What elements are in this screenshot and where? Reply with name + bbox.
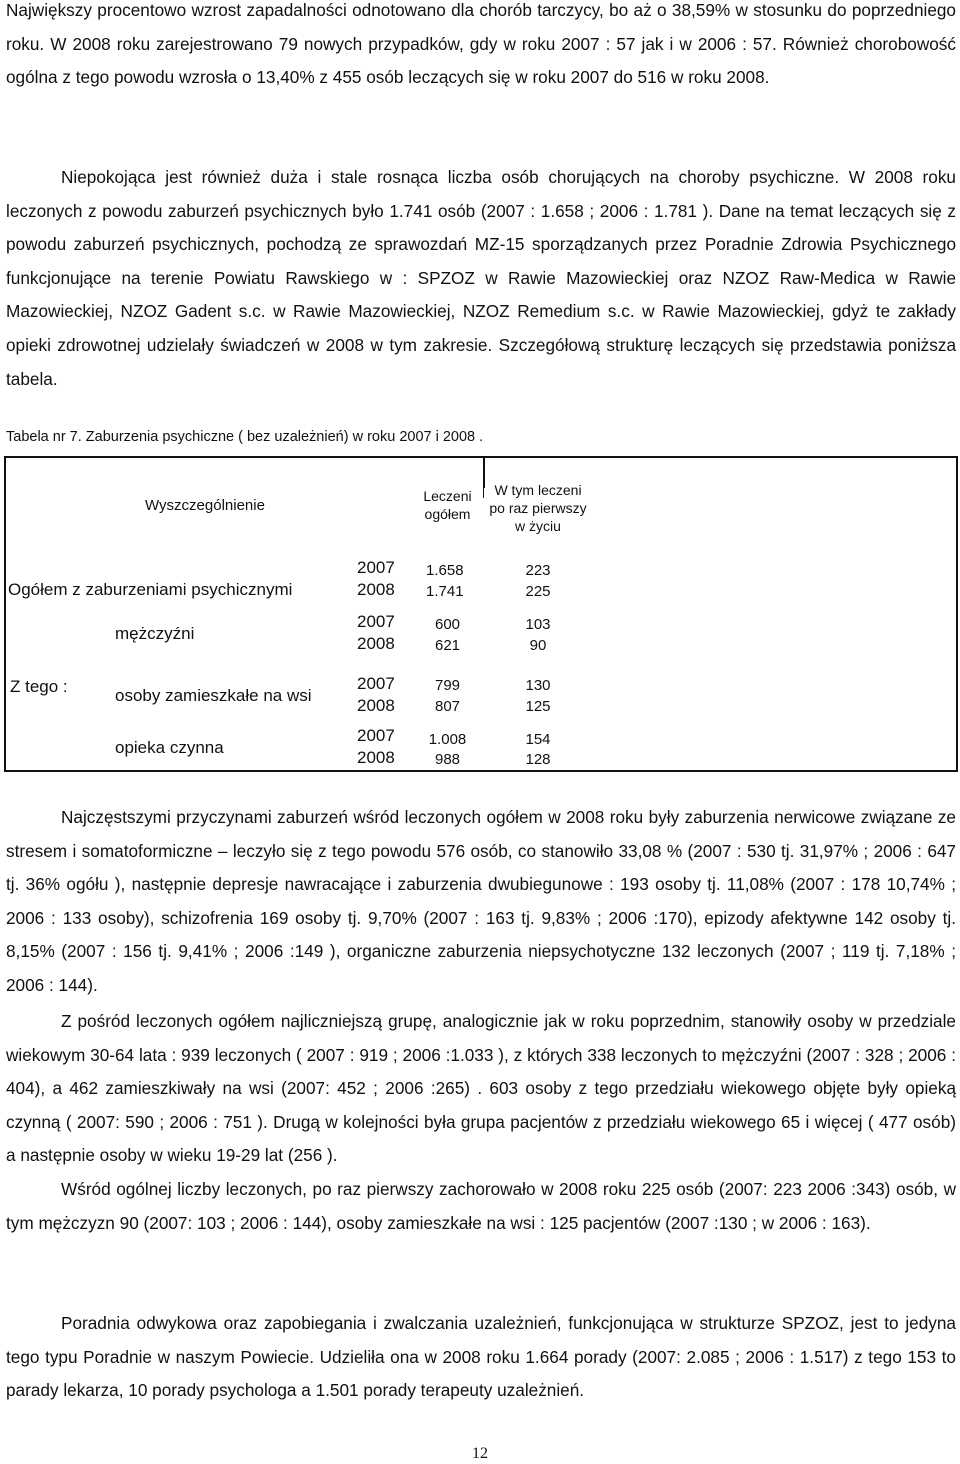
paragraph-first-time: Wśród ogólnej liczby leczonych, po raz pierwszy zachorowało w 2008 roku 225 osób (2007: 223 2006 :343) osób, w tym mężczyzn 90 (2007: 103 ; 2006 : 144), osoby zamieszkałe na wsi : 125 pacjentów (2007 :130 ; w 2006 : 163). [6, 1179, 956, 1233]
paragraph-addiction-clinic: Poradnia odwykowa oraz zapobiegania i zwalczania uzależnień, funkcjonująca w strukturze SPZOZ, jest to jedyna tego typu Poradnie w naszym Powiecie. Udzieliła ona w 2008 roku 1.664 porady (2007: 2.085 ; 2006 : 1.517) z tego 153 to parady lekarza, 10 porady psychologa a 1.501 porady terapeuty uzależnień. [6, 1313, 956, 1401]
table-border-left [4, 456, 6, 772]
header-pierwszy-raz: W tym leczeni po raz pierwszy w życiu [489, 482, 587, 534]
row-care-first-2008: 128 [525, 751, 551, 768]
row-rural-first-2008: 125 [525, 698, 551, 715]
row-total-treated-2007: 1.658 [426, 562, 464, 579]
group-label: Z tego : [10, 677, 68, 696]
row-total-treated-2008: 1.741 [426, 583, 464, 600]
row-men-first-2008: 90 [529, 637, 547, 654]
paragraph-thyroid: Największy procentowo wzrost zapadalności odnotowano dla chorób tarczycy, bo aż o 38,59% w stosunku do poprzedniego roku. W 2008 roku zarejestrowano 79 nowych przypadków, gdy w roku 2007 : 57 jak i w 2006 : 57. Również chorobowość ogólna z tego powodu wzrosła o 13,40% z 455 osób leczących się w roku 2007 do 516 w roku 2008. [6, 0, 956, 88]
row-total-first-2008: 225 [525, 583, 551, 600]
row-care-year-2007: 2007 [357, 726, 395, 745]
row-rural-treated-2007: 799 [434, 677, 461, 694]
row-total-first-2007: 223 [525, 562, 551, 579]
row-men-year-2007: 2007 [357, 612, 395, 631]
table-border-top [4, 456, 958, 458]
table-caption: Tabela nr 7. Zaburzenia psychiczne ( bez uzależnień) w roku 2007 i 2008 . [6, 429, 484, 445]
table-border-right [956, 456, 958, 772]
table-header-divider-2 [484, 458, 485, 488]
row-rural-year-2007: 2007 [357, 674, 395, 693]
row-men-label: mężczyźni [115, 624, 195, 643]
row-care-label: opieka czynna [115, 738, 224, 757]
row-total-year-2008: 2008 [357, 580, 395, 599]
row-rural-label: osoby zamieszkałe na wsi [115, 686, 312, 705]
row-men-treated-2008: 621 [434, 637, 461, 654]
paragraph-causes: Najczęstszymi przyczynami zaburzeń wśród leczonych ogółem w 2008 roku były zaburzenia nerwicowe związane ze stresem i somatoformiczne – leczyło się z tego powodu 576 osób, co stanowiło 33,08 % (2007 : 530 tj. 31,97% ; 2006 : 647 tj. 36% ogółu ), następnie depresje nawracające i zaburzenia dwubiegunowe : 193 osoby tj. 11,08% (2007 : 178 10,74% ; 2006 : 133 osoby), schizofrenia 169 osoby tj. 9,70% (2007 : 163 tj. 9,83% ; 2006 :170), epizody afektywne 142 osoby tj. 8,15% (2007 : 156 tj. 9,41% ; 2006 :149 ), organiczne zaburzenia niepsychotyczne 132 leczonych (2007 ; 119 tj. 7,18% ; 2006 : 144). [6, 807, 956, 995]
paragraph-mental-health: Niepokojąca jest również duża i stale rosnąca liczba osób chorujących na choroby psychiczne. W 2008 roku leczonych z powodu zaburzeń psychicznych było 1.741 osób (2007 : 1.658 ; 2006 : 1.781 ). Dane na temat leczących się z powodu zaburzeń psychicznych, pochodzą ze sprawozdań MZ-15 sporządzanych przez Poradnie Zdrowia Psychicznego funkcjonujące na terenie Powiatu Rawskiego w : SPZOZ w Rawie Mazowieckiej oraz NZOZ Raw-Medica w Rawie Mazowieckiej, NZOZ Gadent s.c. w Rawie Mazowieckiej, NZOZ Remedium s.c. w Rawie Mazowieckiej, gdyż te zakłady opieki zdrowotnej udzielały świadczeń w 2008 w tym zakresie. Szczegółową strukturę leczących się przedstawia poniższa tabela. [6, 167, 956, 389]
page-number: 12 [472, 1445, 488, 1462]
row-care-treated-2008: 988 [434, 751, 461, 768]
row-men-treated-2007: 600 [434, 616, 461, 633]
row-care-year-2008: 2008 [357, 748, 395, 767]
row-men-first-2007: 103 [525, 616, 551, 633]
header-leczeni-ogolem: Leczeni ogółem [423, 488, 472, 522]
row-total-label: Ogółem z zaburzeniami psychicznymi [8, 580, 293, 599]
paragraph-age-groups: Z pośród leczonych ogółem najliczniejszą grupę, analogicznie jak w roku poprzednim, stanowiły osoby w przedziale wiekowym 30-64 lata : 939 leczonych ( 2007 : 919 ; 2006 :1.033 ), z których 338 leczonych to mężczyźni (2007 : 328 ; 2006 : 404), a 462 zamieszkiwały na wsi (2007: 452 ; 2006 :265) . 603 osoby z tego przedziału wiekowego objęte były opieką czynną ( 2007: 590 ; 2006 : 751 ). Drugą w kolejności była grupa pacjentów z przedziału wiekowego 65 i więcej ( 477 osób) a następnie osoby w wieku 19-29 lat (256 ). [6, 1011, 956, 1166]
row-care-treated-2007: 1.008 [428, 731, 467, 748]
header-wyszczegolnienie: Wyszczególnienie [145, 497, 265, 514]
row-men-year-2008: 2008 [357, 634, 395, 653]
row-rural-first-2007: 130 [525, 677, 551, 694]
row-total-year-2007: 2007 [357, 558, 395, 577]
row-rural-year-2008: 2008 [357, 696, 395, 715]
row-care-first-2007: 154 [525, 731, 551, 748]
row-rural-treated-2008: 807 [434, 698, 461, 715]
table-border-bottom [4, 770, 958, 772]
